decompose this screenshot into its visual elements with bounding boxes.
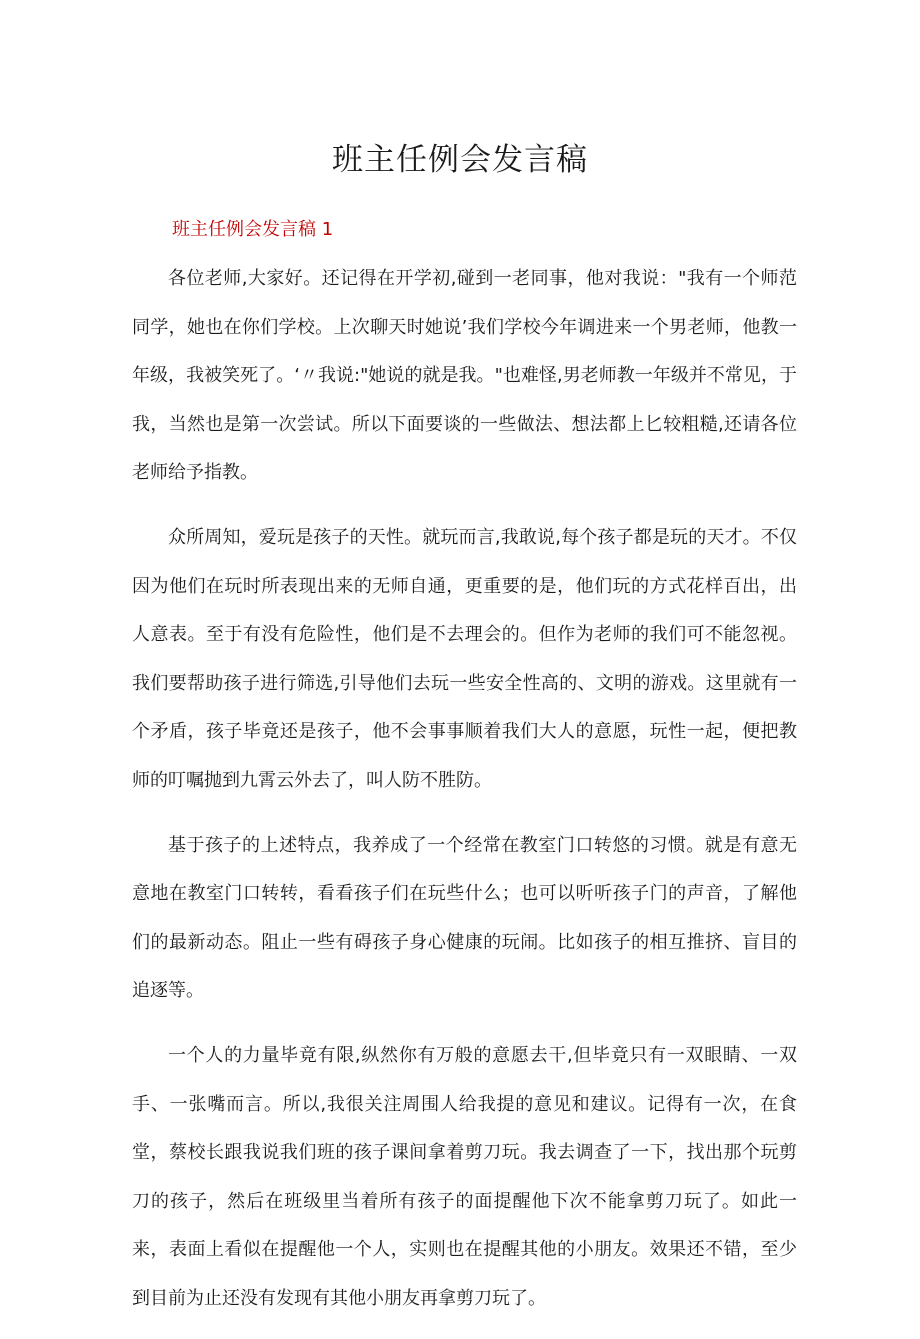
document-title: 班主任例会发言稿 (332, 142, 588, 178)
paragraph-3: 基于孩子的上述特点，我养成了一个经常在教室门口转悠的习惯。就是有意无意地在教室门口转转，看看孩子们在玩些什么；也可以听听孩子门的声音，了解他们的最新动态。阻止一些有碍孩子身心健康的玩闹。比如孩子的相互推挤、盲目的追逐等。 (132, 834, 797, 1002)
section-heading: 班主任例会发言稿 1 (172, 219, 334, 240)
paragraph-2: 众所周知，爱玩是孩子的天性。就玩而言,我敢说,每个孩子都是玩的天才。不仅因为他们在玩时所表现出来的无师自通，更重要的是，他们玩的方式花样百出，出人意表。至于有没有危险性，他们是不去理会的。但作为老师的我们可不能忽视。我们要帮助孩子进行筛选,引导他们去玩一些安全性高的、文明的游戏。这里就有一个矛盾，孩子毕竟还是孩子，他不会事事顺着我们大人的意愿，玩性一起，便把教师的叮嘱抛到九霄云外去了，叫人防不胜防。 (132, 526, 797, 791)
paragraph-1: 各位老师,大家好。还记得在开学初,碰到一老同事，他对我说："我有一个师范同学，她也在你们学校。上次聊天时她说’我们学校今年调进来一个男老师，他教一年级，我被笑死了。‘〃我说:"她说的就是我。"也难怪,男老师教一年级并不常见，于我，当然也是第一次尝试。所以下面要谈的一些做法、想法都上匕较粗糙,还请各位老师给予指教。 (132, 268, 797, 484)
document-body (132, 255, 797, 1339)
paragraph-4: 一个人的力量毕竟有限,纵然你有万般的意愿去干,但毕竟只有一双眼睛、一双手、一张嘴而言。所以,我很关注周围人给我提的意见和建议。记得有一次，在食堂，蔡校长跟我说我们班的孩子课间拿着剪刀玩。我去调查了一下，找出那个玩剪刀的孩子，然后在班级里当着所有孩子的面提醒他下次不能拿剪刀玩了。如此一来，表面上看似在提醒他一个人，实则也在提醒其他的小朋友。效果还不错，至少到目前为止还没有发现有其他小朋友再拿剪刀玩了。 (132, 1044, 797, 1309)
